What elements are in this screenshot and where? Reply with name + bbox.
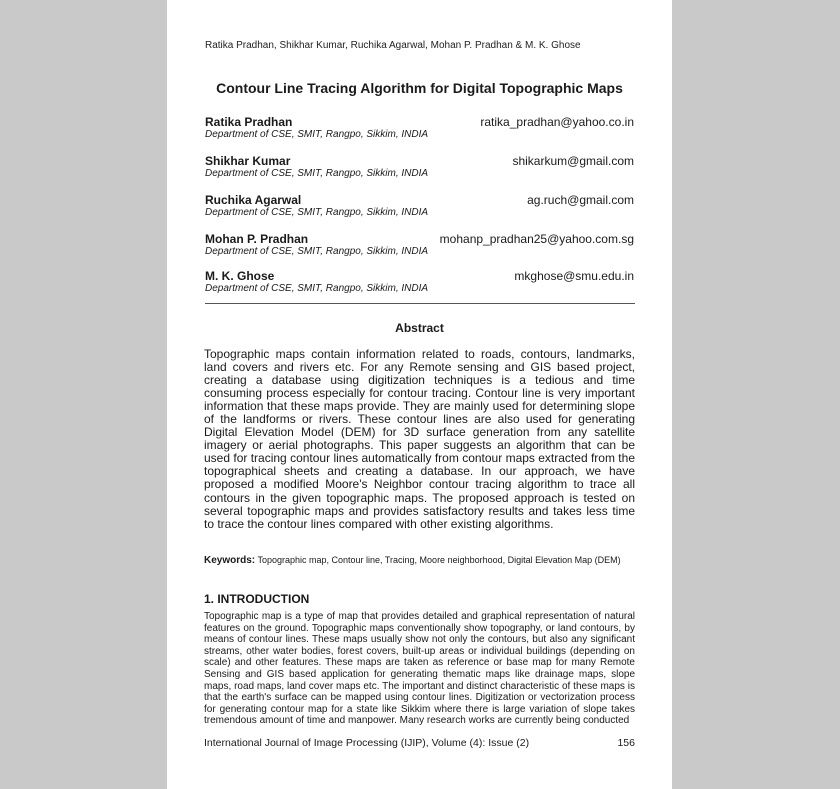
paper-page	[167, 0, 672, 789]
paper-title: Contour Line Tracing Algorithm for Digital Topographic Maps	[216, 80, 623, 96]
author-block	[205, 193, 634, 219]
author-department: Department of CSE, SMIT, Rangpo, Sikkim, INDIA	[205, 168, 429, 179]
author-name: Mohan P. Pradhan	[205, 232, 309, 246]
page-footer	[204, 737, 635, 749]
author-email: ag.ruch@gmail.com	[527, 193, 634, 207]
author-name: Shikhar Kumar	[205, 154, 291, 168]
introduction-text: Topographic map is a type of map that provides detailed and graphical representation of natural features on the ground. Topographic maps conventionally show topography, or land contours, by means of contour lines. These maps usually show not only the contours, but also any significant streams, other water bodies, forest covers, built-up areas or individual buildings (depending on scale) and other features. These maps are taken as reference or base map for many Remote Sensing and GIS based application for generating thematic maps like drainage maps, slope maps, road maps, land cover maps etc. The important and distinct characteristic of these maps is that the earth's surface can be mapped using contour lines. Digitization or vectorization process for generating contour map for a state like Sikkim where there is large variation of slope takes tremendous amount of time and manpower. Many research works are currently being conducted	[204, 611, 635, 727]
keywords-line	[204, 555, 635, 566]
author-block	[205, 232, 634, 258]
page-number: 156	[617, 737, 635, 749]
author-block	[205, 269, 634, 295]
keywords-label: Keywords:	[204, 555, 256, 566]
author-name: Ratika Pradhan	[205, 115, 293, 129]
author-name: Ruchika Agarwal	[205, 193, 302, 207]
author-department: Department of CSE, SMIT, Rangpo, Sikkim, INDIA	[205, 207, 429, 218]
running-head: Ratika Pradhan, Shikhar Kumar, Ruchika Agarwal, Mohan P. Pradhan & M. K. Ghose	[205, 40, 581, 51]
keywords-text: Topographic map, Contour line, Tracing, Moore neighborhood, Digital Elevation Map (DEM)	[257, 555, 621, 565]
section-heading: 1. INTRODUCTION	[204, 592, 310, 606]
author-department: Department of CSE, SMIT, Rangpo, Sikkim, INDIA	[205, 129, 429, 140]
author-email: mohanp_pradhan25@yahoo.com.sg	[439, 232, 634, 246]
author-block	[205, 154, 634, 180]
author-department: Department of CSE, SMIT, Rangpo, Sikkim, INDIA	[205, 283, 429, 294]
journal-citation: International Journal of Image Processing (IJIP), Volume (4): Issue (2)	[204, 737, 530, 749]
author-email: shikarkum@gmail.com	[512, 154, 634, 168]
author-email: mkghose@smu.edu.in	[514, 269, 634, 283]
author-block	[205, 115, 634, 141]
abstract-heading: Abstract	[395, 321, 444, 335]
abstract-text: Topographic maps contain information related to roads, contours, landmarks, land covers and rivers etc. For any Remote sensing and GIS based project, creating a database using digitization techniques is a tedious and time consuming process especially for contour tracing. Contour line is very important information that these maps provide. They are mainly used for determining slope of the landforms or rivers. These contour lines are also used for generating Digital Elevation Model (DEM) for 3D surface generation from any satellite imagery or aerial photographs. This paper suggests an algorithm that can be used for tracing contour lines automatically from contour maps extracted from the topographical sheets and creating a database. In our approach, we have proposed a modified Moore's Neighbor contour tracing algorithm to trace all contours in the given topographic maps. The proposed approach is tested on several topographic maps and provides satisfactory results and takes less time to trace the contour lines compared with other existing algorithms.	[204, 347, 635, 531]
author-email: ratika_pradhan@yahoo.co.in	[480, 115, 634, 129]
author-department: Department of CSE, SMIT, Rangpo, Sikkim, INDIA	[205, 246, 429, 257]
header-divider	[205, 303, 635, 304]
author-name: M. K. Ghose	[205, 269, 275, 283]
